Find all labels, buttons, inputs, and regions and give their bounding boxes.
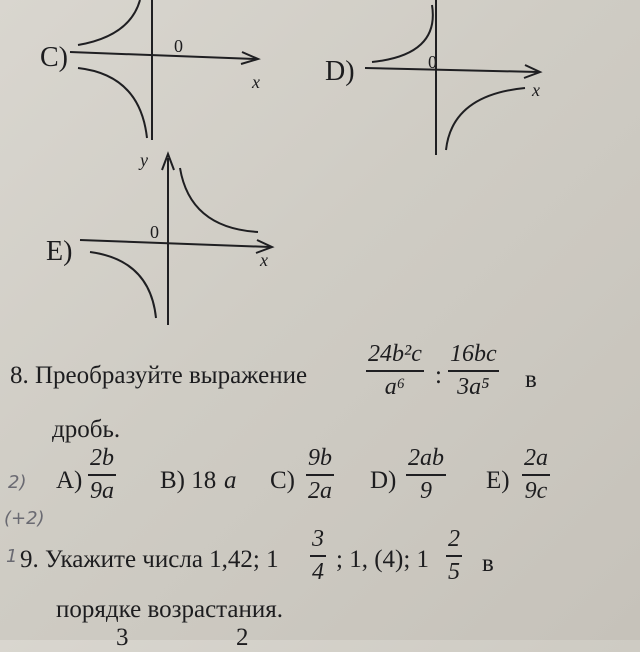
q9-fraction-1 — [310, 527, 326, 585]
q8-option-c-fraction — [306, 446, 334, 504]
q8-option-d-fraction — [406, 446, 446, 504]
q8-option-a-numerator: 2b — [90, 445, 114, 471]
fraction-bar — [522, 474, 550, 476]
graph-d — [360, 0, 560, 160]
graph-e-x-label: x — [260, 250, 268, 270]
q8-colon: : — [435, 362, 442, 389]
graph-c-x-axis — [70, 52, 255, 59]
graph-c-curve-left-upper — [78, 0, 140, 45]
q9-frac1-numerator: 3 — [312, 526, 324, 552]
q8-suffix: в — [525, 366, 537, 393]
fraction-bar — [446, 555, 462, 557]
graph-d-x-label: x — [532, 80, 540, 100]
q8-option-a-denominator: 9a — [90, 477, 114, 504]
q9-middle: ; 1, (4); 1 — [336, 546, 430, 573]
q8-option-c-denominator: 2a — [308, 477, 332, 504]
q8-option-b-label: B) 18 — [160, 467, 217, 494]
graph-e — [80, 150, 280, 330]
q9-frac2-numerator: 2 — [448, 526, 460, 552]
handwritten-note-1: 2) — [8, 472, 27, 493]
fraction-bar — [310, 555, 326, 557]
q8-frac2-numerator: 16bc — [450, 341, 497, 367]
q8-option-a-fraction — [88, 446, 116, 504]
fraction-bar — [366, 370, 424, 372]
q8-frac1-denominator: a⁶ — [384, 373, 406, 400]
q9-cut-digit-2: 2 — [236, 624, 249, 651]
q8-option-c-label: C) — [270, 467, 295, 494]
q8-option-e-numerator: 2a — [524, 445, 548, 471]
fraction-bar — [406, 474, 446, 476]
graph-c — [70, 0, 270, 145]
q8-frac1-numerator: 24b²c — [368, 341, 422, 367]
graph-d-curve-upper — [372, 5, 433, 62]
q9-suffix: в — [482, 550, 494, 577]
q8-option-d-numerator: 2ab — [408, 445, 444, 471]
q9-prefix: 9. Укажите числа 1,42; 1 — [20, 546, 279, 573]
fraction-bar — [88, 474, 116, 476]
q8-option-e-denominator: 9c — [524, 477, 548, 504]
graph-e-y-label: y — [140, 150, 148, 170]
q9-frac1-denominator: 4 — [312, 558, 324, 585]
graph-e-label: E) — [46, 236, 73, 267]
graph-d-x-axis — [365, 68, 538, 72]
graph-c-zero: 0 — [174, 36, 183, 56]
q8-option-d-denominator: 9 — [420, 477, 432, 504]
graph-d-label: D) — [325, 56, 355, 87]
graph-c-label: C) — [40, 42, 68, 73]
q8-continuation: дробь. — [52, 416, 121, 443]
handwritten-note-2: (+2) — [4, 508, 45, 529]
graph-e-zero: 0 — [150, 222, 159, 242]
q8-fraction-2 — [448, 342, 499, 400]
q8-option-c-numerator: 9b — [308, 445, 332, 471]
graph-c-curve-left-lower — [78, 68, 147, 138]
fraction-bar — [306, 474, 334, 476]
q9-fraction-2 — [446, 527, 462, 585]
graph-e-curve-lower — [90, 252, 156, 318]
graph-c-x-label: x — [252, 72, 260, 92]
graph-d-curve-lower — [446, 88, 525, 150]
q9-continuation: порядке возрастания. — [56, 596, 284, 623]
handwritten-note-3: 1 — [6, 546, 18, 567]
q8-option-e-label: E) — [486, 467, 510, 494]
graph-e-curve-upper — [180, 168, 258, 232]
q8-prefix: 8. Преобразуйте выражение — [10, 362, 308, 389]
q8-frac2-denominator: 3a⁵ — [457, 373, 490, 400]
q8-option-a-label: A) — [56, 467, 83, 494]
graph-d-zero: 0 — [428, 52, 437, 72]
q8-fraction-1 — [366, 342, 424, 400]
q8-option-d-label: D) — [370, 467, 397, 494]
fraction-bar — [448, 370, 499, 372]
q8-option-e-fraction — [522, 446, 550, 504]
graph-e-x-axis — [80, 240, 270, 247]
q8-option-b-variable: a — [224, 467, 237, 494]
q9-frac2-denominator: 5 — [448, 558, 460, 585]
q9-cut-digit-1: 3 — [116, 624, 129, 651]
